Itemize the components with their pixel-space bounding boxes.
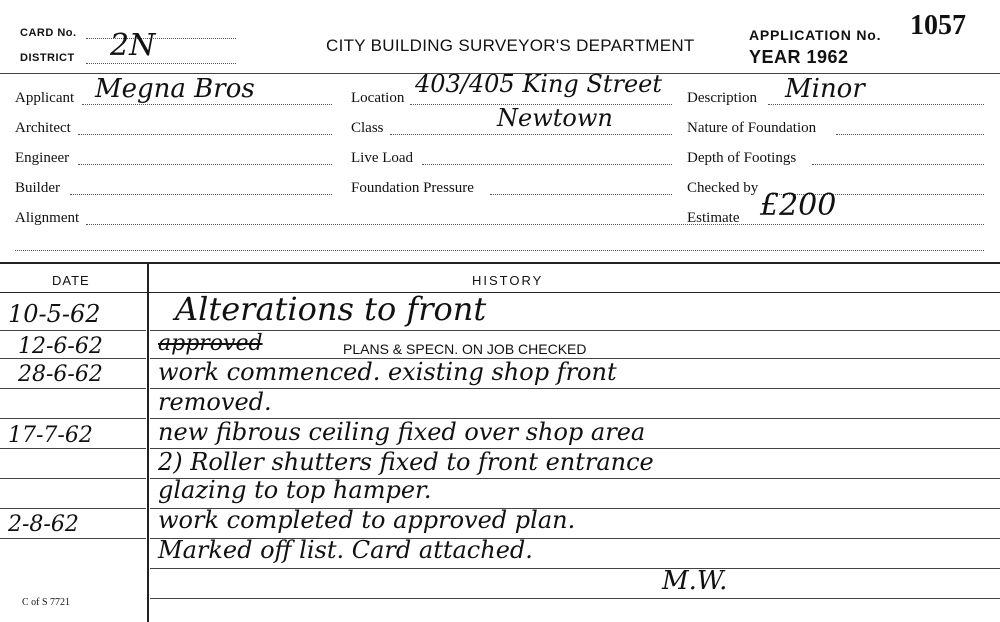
- estimate-value: £200: [760, 188, 837, 223]
- card-no-line: [86, 38, 236, 39]
- checked-by-label: Checked by: [687, 180, 759, 196]
- location-value: 403/405 King Street: [415, 70, 662, 98]
- history-entry-stamp: PLANS & SPECN. ON JOB CHECKED: [343, 341, 587, 357]
- district-line: [86, 63, 236, 64]
- date-row-rule: [0, 478, 146, 479]
- builder-line: [70, 194, 332, 195]
- engineer-line: [78, 164, 332, 165]
- history-entry: removed.: [158, 388, 272, 416]
- date-header: DATE: [52, 273, 90, 288]
- history-entry: Marked off list. Card attached.: [158, 536, 533, 564]
- history-row-rule: [150, 388, 1000, 389]
- history-date: 28-6-62: [18, 362, 103, 387]
- date-row-rule: [0, 448, 146, 449]
- description-value: Minor: [785, 74, 865, 104]
- year-label: YEAR 1962: [749, 47, 849, 67]
- architect-line: [78, 134, 332, 135]
- history-column-divider: [147, 262, 149, 622]
- alignment-label: Alignment: [15, 210, 80, 226]
- class-label: Class: [351, 120, 384, 136]
- district-label: DISTRICT: [20, 52, 75, 64]
- applicant-value: Megna Bros: [95, 74, 255, 104]
- department-title: CITY BUILDING SURVEYOR'S DEPARTMENT: [326, 36, 695, 55]
- applicant-line: [82, 104, 332, 105]
- history-row-rule: [150, 330, 1000, 331]
- foundation-pressure-label: Foundation Pressure: [351, 180, 474, 196]
- description-line: [768, 104, 984, 105]
- application-no-label: APPLICATION No.: [749, 27, 882, 43]
- history-entry: work completed to approved plan.: [158, 506, 576, 534]
- location-label: Location: [351, 90, 405, 106]
- history-header: HISTORY: [472, 273, 544, 288]
- history-date: 10-5-62: [8, 300, 101, 328]
- alignment-line: [86, 224, 984, 225]
- history-entry: approved: [158, 331, 263, 356]
- district-value: 2N: [110, 28, 156, 63]
- signature: M.W.: [662, 566, 728, 596]
- depth-of-footings-label: Depth of Footings: [687, 150, 797, 166]
- history-entry: new fibrous ceiling fixed over shop area: [158, 418, 646, 446]
- blank-line: [15, 250, 984, 251]
- nature-of-foundation-line: [836, 134, 984, 135]
- date-row-rule: [0, 508, 146, 509]
- form-code: C of S 7721: [22, 597, 71, 608]
- class-value: Newtown: [497, 104, 613, 132]
- applicant-label: Applicant: [15, 90, 75, 106]
- history-date: 2-8-62: [8, 512, 79, 537]
- architect-label: Architect: [15, 120, 71, 136]
- foundation-pressure-line: [490, 194, 672, 195]
- history-header-rule: [0, 292, 1000, 293]
- description-label: Description: [687, 90, 757, 106]
- live-load-label: Live Load: [351, 150, 414, 166]
- history-entry: work commenced. existing shop front: [158, 358, 617, 386]
- history-top-rule: [0, 262, 1000, 264]
- application-no: 1057: [910, 10, 966, 41]
- history-row-rule: [150, 568, 1000, 569]
- estimate-label: Estimate: [687, 210, 740, 226]
- card-no-label: CARD No.: [20, 27, 77, 39]
- date-row-rule: [0, 538, 146, 539]
- nature-of-foundation-label: Nature of Foundation: [687, 120, 817, 136]
- builder-label: Builder: [15, 180, 60, 196]
- history-date: 17-7-62: [8, 423, 93, 448]
- live-load-line: [422, 164, 672, 165]
- class-line: [390, 134, 672, 135]
- date-row-rule: [0, 330, 146, 331]
- history-row-rule: [150, 598, 1000, 599]
- engineer-label: Engineer: [15, 150, 70, 166]
- history-entry: glazing to top hamper.: [158, 476, 432, 504]
- date-row-rule: [0, 388, 146, 389]
- depth-of-footings-line: [812, 164, 984, 165]
- history-date: 12-6-62: [18, 334, 103, 359]
- history-entry: Alterations to front: [175, 290, 487, 328]
- history-entry: 2) Roller shutters fixed to front entrance: [158, 448, 654, 476]
- date-row-rule: [0, 418, 146, 419]
